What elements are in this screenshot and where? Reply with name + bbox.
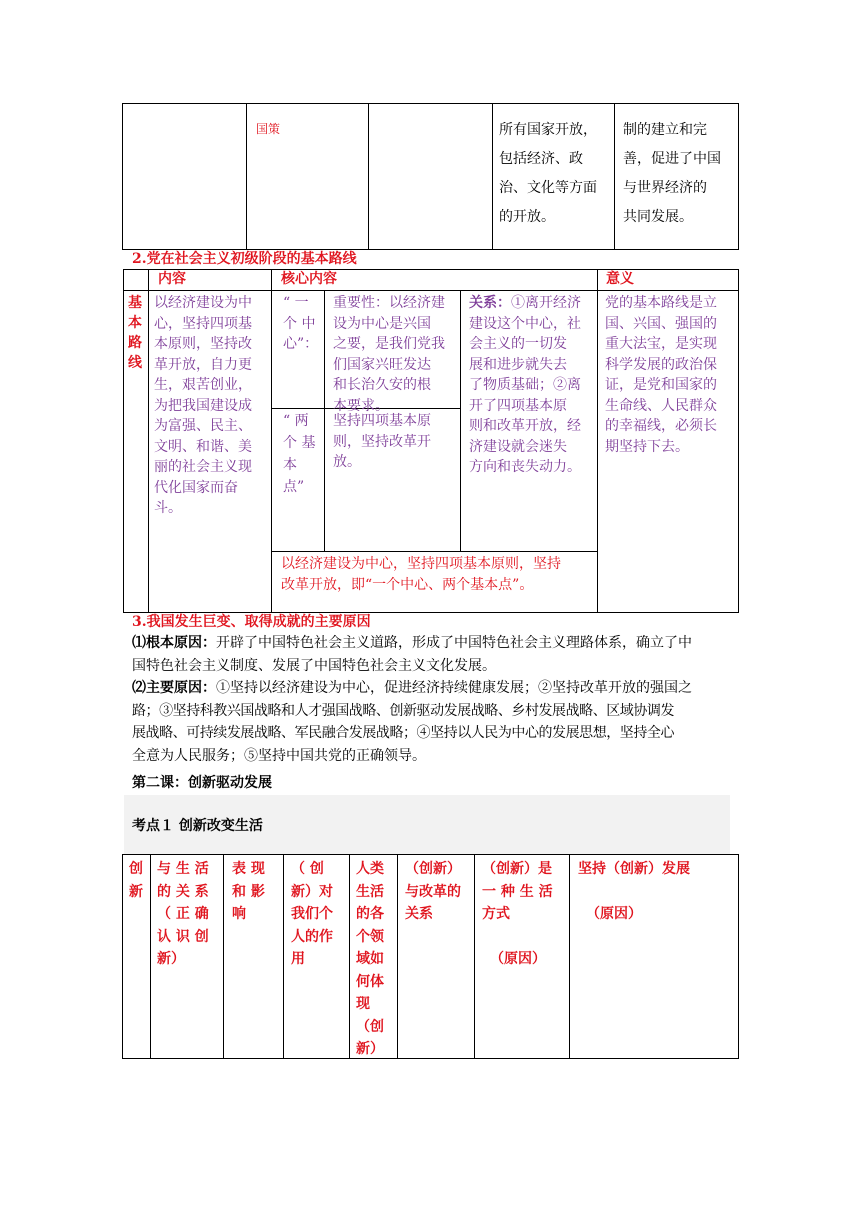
header-core: 核心内容 bbox=[281, 271, 337, 287]
lesson2-title: 第二课：创新驱动发展 bbox=[132, 775, 272, 791]
lifestyle-header: （创新）是 一 种 生 活 方式 （原因） bbox=[482, 861, 553, 967]
point1-title: 考点１ 创新改变生活 bbox=[132, 818, 263, 834]
innovation-label: 创 新 bbox=[129, 861, 143, 900]
manifestation-header: 表 现 和 影 响 bbox=[232, 861, 265, 922]
personal-effect-header: （ 创 新）对 我们个 人的作 用 bbox=[291, 861, 333, 967]
basic-line-content: 以经济建设为中 心，坚持四项基 本原则，坚持改 革开放，自力更 生，艰苦创业， 为把我国建设成 为富强、民主、 文明、和谐、美 丽的社会主义现 代化国家而奋 斗。 bbox=[154, 295, 252, 516]
header-meaning: 意义 bbox=[606, 271, 634, 287]
section3-body: ⑴根本原因：开辟了中国特色社会主义道路，形成了中国特色社会主义理路体系，确立了中 国特色社会主义制度、发展了中国特色社会主义文化发展。 ⑵主要原因：①坚持以经济建设为中心，促进经济持续健康发展；②坚持改革开放的强国之 路；③坚持科教兴国战略和人才强国战略、创新驱动发展战略、乡村发展战略、区域协调发 展战略、可持续发展战略、军民融合发展战略；④坚持以人民为中心的发展思想，坚持全心 全意为人民服务；⑤坚持中国共党的正确领导。 bbox=[132, 635, 692, 764]
one-center-label: “ 一 个 中 心”： bbox=[283, 295, 319, 352]
table1-col4-text: 所有国家开放， 包括经济、政 治、文化等方面 的开放。 bbox=[499, 122, 597, 225]
importance-text: 重要性：以经济建 设为中心是兴国 之要，是我们党我 们国家兴旺发达 和长治久安的根 本要求。 bbox=[333, 295, 445, 414]
relation-with-life-header: 与 生 活 的 关 系 （ 正 确 认 识 创 新） bbox=[157, 861, 209, 967]
two-points-label: “ 两 个 基 本 点” bbox=[283, 413, 316, 495]
persist-innovation-header: 坚持（创新）发展 （原因） bbox=[578, 861, 690, 922]
life-fields-header: 人类 生活 的各 个领 域如 何体 现 （创 新） bbox=[356, 861, 384, 1057]
root-cause-label: ⑴根本原因： bbox=[132, 635, 216, 651]
header-content: 内容 bbox=[158, 271, 186, 287]
innovation-reform-header: （创新） 与改革的 关系 bbox=[405, 861, 461, 922]
meaning-text: 党的基本路线是立 国、兴国、强国的 重大法宝，是实现 科学发展的政治保 证，是党和国家的 生命线、人民群众 的幸福线，必须长 期坚持下去。 bbox=[605, 295, 717, 455]
main-cause-label: ⑵主要原因： bbox=[132, 680, 216, 696]
relation-title: 关系： bbox=[469, 295, 511, 311]
policy-label: 国策 bbox=[256, 122, 281, 136]
row-label-basic-line: 基 本 路 线 bbox=[128, 295, 142, 371]
table1-col5-text: 制的建立和完 善，促进了中国 与世界经济的 共同发展。 bbox=[623, 122, 721, 225]
two-points-text: 坚持四项基本原 则，坚持改革开 放。 bbox=[333, 413, 431, 470]
section3-heading: 3.我国发生巨变、取得成就的主要原因 bbox=[132, 614, 371, 630]
point-banner bbox=[124, 795, 730, 855]
relation-text: 关系：①离开经济 建设这个中心，社 会主义的一切发 展和进步就失去 了物质基础；②离 开了四项基本原 则和改革开放，经 济建设就会迷失 方向和丧失动力。 bbox=[469, 295, 581, 475]
section2-heading: 2.党在社会主义初级阶段的基本路线 bbox=[132, 251, 357, 267]
summary-text: 以经济建设为中心，坚持四项基本原则，坚持 改革开放，即“一个中心、两个基本点”。 bbox=[281, 556, 561, 593]
